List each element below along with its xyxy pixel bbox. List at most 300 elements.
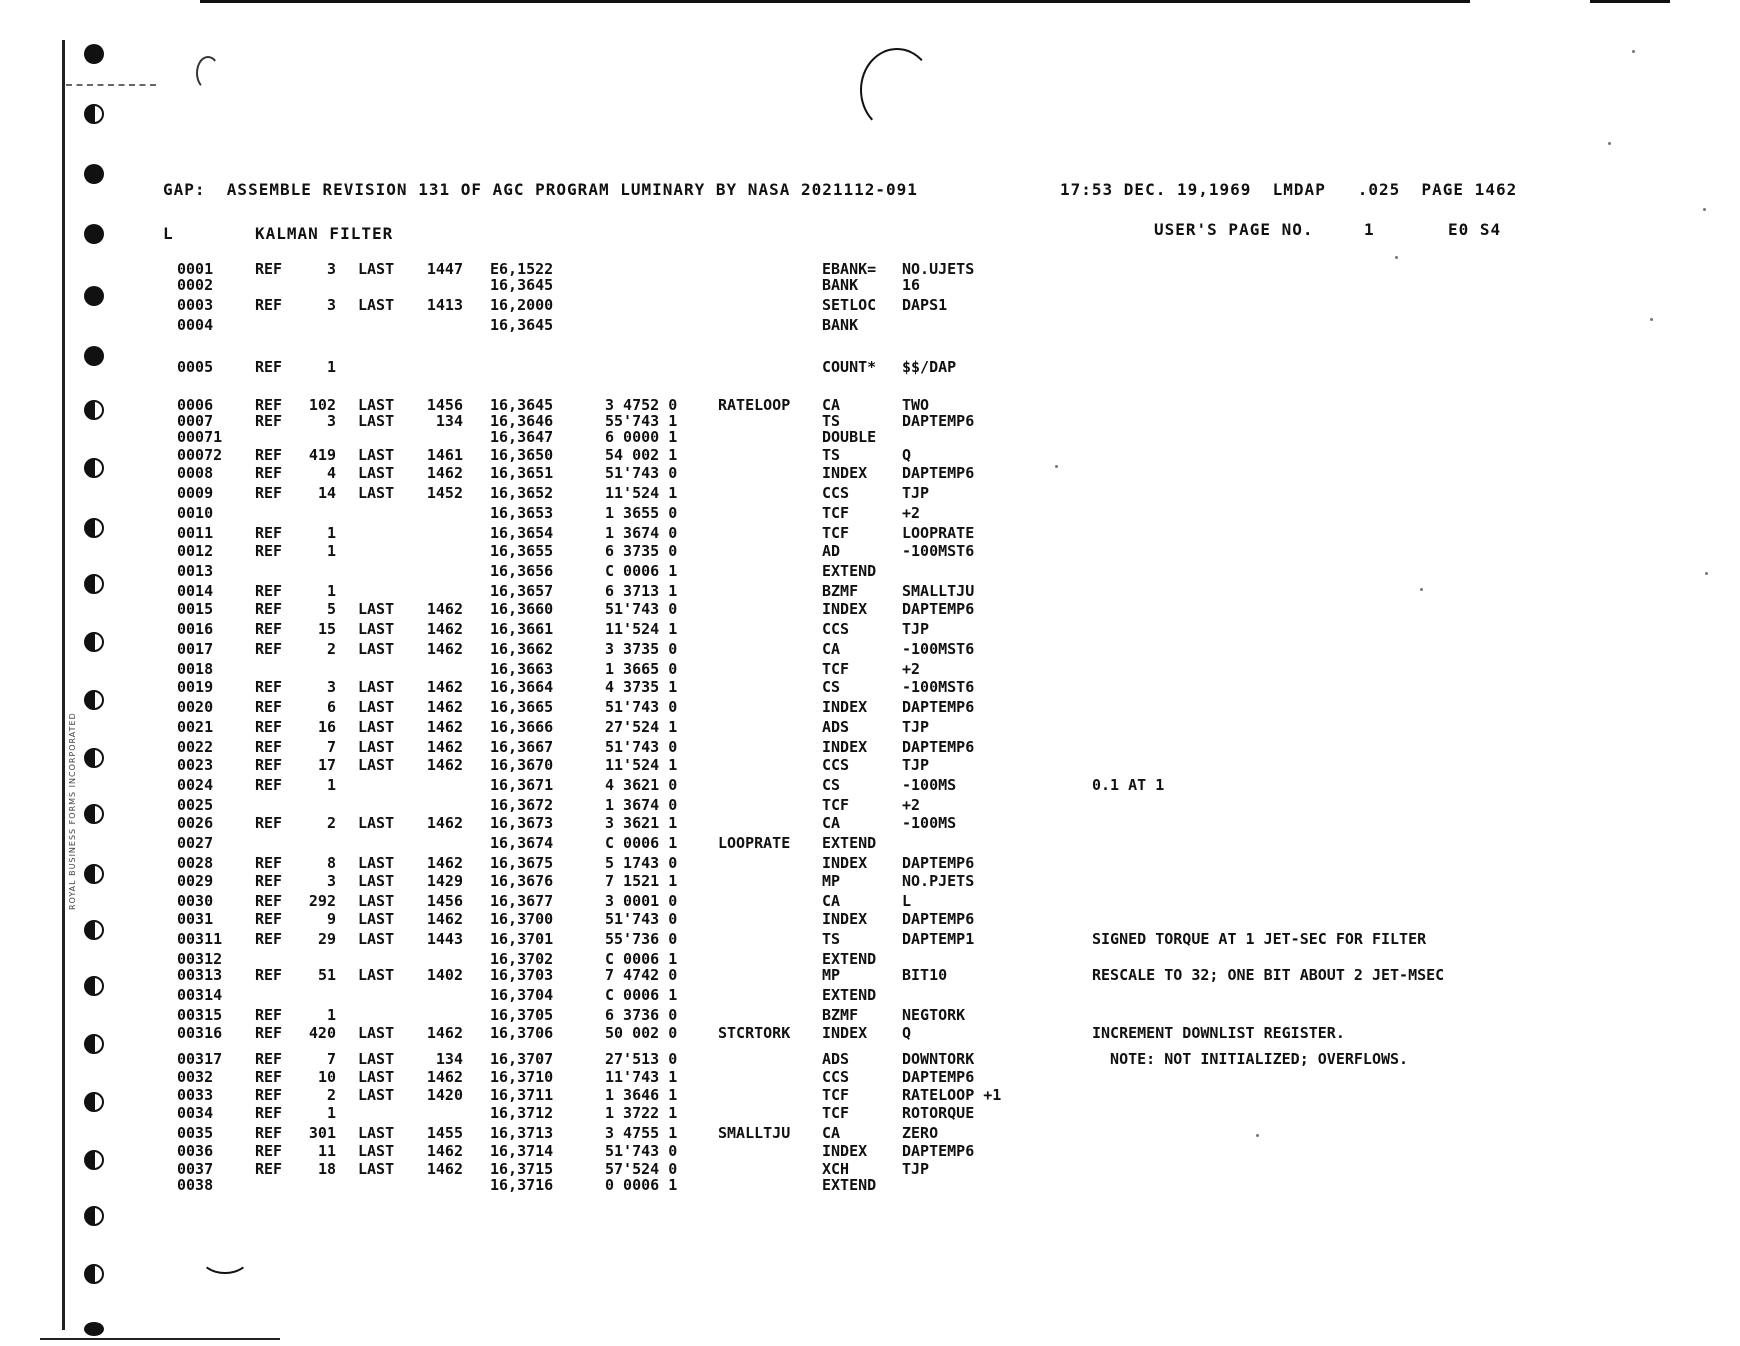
cell-addr: 16,3701 bbox=[490, 930, 554, 948]
cell-seq: 00311 bbox=[177, 930, 223, 948]
cell-refn: 4 bbox=[326, 464, 336, 482]
cell-last: LAST bbox=[358, 1142, 395, 1160]
cell-ref: REF bbox=[255, 1104, 283, 1122]
cell-opnd: -100MST6 bbox=[902, 678, 975, 696]
cell-op: XCH bbox=[822, 1160, 850, 1178]
cell-lastn: 1456 bbox=[426, 396, 463, 414]
cell-opnd: ZERO bbox=[902, 1124, 939, 1142]
cell-refn: 5 bbox=[326, 600, 336, 618]
cell-cmt: INCREMENT DOWNLIST REGISTER. bbox=[1092, 1024, 1345, 1042]
cell-last: LAST bbox=[358, 640, 395, 658]
cell-seq: 0029 bbox=[177, 872, 214, 890]
cell-opnd: LOOPRATE bbox=[902, 524, 975, 542]
cell-ref: REF bbox=[255, 542, 283, 560]
cell-lastn: 1462 bbox=[426, 698, 463, 716]
cell-last: LAST bbox=[358, 910, 395, 928]
cell-lastn: 1462 bbox=[426, 678, 463, 696]
cell-ref: REF bbox=[255, 582, 283, 600]
cell-addr: 16,3667 bbox=[490, 738, 554, 756]
cell-refn: 1 bbox=[326, 1104, 336, 1122]
cell-op: CA bbox=[822, 1124, 841, 1142]
cell-code: 6 3713 1 bbox=[605, 582, 678, 600]
cell-lastn: 1447 bbox=[426, 260, 463, 278]
cell-refn: 2 bbox=[326, 1086, 336, 1104]
cell-refn: 14 bbox=[317, 484, 336, 502]
cell-opnd: DAPTEMP6 bbox=[902, 600, 975, 618]
cell-lastn: 1462 bbox=[426, 1142, 463, 1160]
cell-op: TCF bbox=[822, 660, 850, 678]
cell-seq: 0008 bbox=[177, 464, 214, 482]
cell-code: 1 3655 0 bbox=[605, 504, 678, 522]
cell-last: LAST bbox=[358, 718, 395, 736]
cell-code: 1 3665 0 bbox=[605, 660, 678, 678]
cell-last: LAST bbox=[358, 814, 395, 832]
cell-seq: 0014 bbox=[177, 582, 214, 600]
cell-op: CCS bbox=[822, 756, 850, 774]
cell-addr: 16,3677 bbox=[490, 892, 554, 910]
speck bbox=[1703, 208, 1706, 211]
listing-row bbox=[0, 1086, 1740, 1105]
cell-addr: 16,3702 bbox=[490, 950, 554, 968]
cell-code: 11'524 1 bbox=[605, 620, 678, 638]
cell-opnd: +2 bbox=[902, 504, 921, 522]
listing-row bbox=[0, 640, 1740, 659]
cell-seq: 0023 bbox=[177, 756, 214, 774]
cell-op: INDEX bbox=[822, 1142, 868, 1160]
listing-row bbox=[0, 542, 1740, 561]
cell-addr: 16,3656 bbox=[490, 562, 554, 580]
cell-op: CA bbox=[822, 814, 841, 832]
listing-row bbox=[0, 1024, 1740, 1043]
listing-row bbox=[0, 756, 1740, 775]
cell-seq: 0033 bbox=[177, 1086, 214, 1104]
listing-row bbox=[0, 524, 1740, 543]
cell-addr: 16,3716 bbox=[490, 1176, 554, 1194]
cell-addr: 16,3662 bbox=[490, 640, 554, 658]
listing-row bbox=[0, 966, 1740, 985]
cell-ref: REF bbox=[255, 640, 283, 658]
cell-op: BANK bbox=[822, 316, 859, 334]
cell-seq: 00315 bbox=[177, 1006, 223, 1024]
cell-refn: 420 bbox=[308, 1024, 336, 1042]
cell-addr: E6,1522 bbox=[490, 260, 554, 278]
cell-code: 1 3674 0 bbox=[605, 796, 678, 814]
cell-addr: 16,3715 bbox=[490, 1160, 554, 1178]
cell-addr: 16,3711 bbox=[490, 1086, 554, 1104]
cell-code: 11'524 1 bbox=[605, 756, 678, 774]
cell-code: 55'736 0 bbox=[605, 930, 678, 948]
listing-row bbox=[0, 620, 1740, 639]
cell-op: BANK bbox=[822, 276, 859, 294]
cell-lastn: 1456 bbox=[426, 892, 463, 910]
cell-opnd: TJP bbox=[902, 718, 930, 736]
cell-last: LAST bbox=[358, 1160, 395, 1178]
cell-opnd: TJP bbox=[902, 484, 930, 502]
cell-op: BZMF bbox=[822, 1006, 859, 1024]
cell-opnd: ROTORQUE bbox=[902, 1104, 975, 1122]
cell-op: CCS bbox=[822, 620, 850, 638]
cell-op: TCF bbox=[822, 524, 850, 542]
cell-refn: 11 bbox=[317, 1142, 336, 1160]
listing-row bbox=[0, 316, 1740, 335]
cell-last: LAST bbox=[358, 1124, 395, 1142]
cell-seq: 0025 bbox=[177, 796, 214, 814]
cell-seq: 0015 bbox=[177, 600, 214, 618]
cell-lastn: 1462 bbox=[426, 756, 463, 774]
listing-row bbox=[0, 930, 1740, 949]
cell-ref: REF bbox=[255, 1086, 283, 1104]
cell-ref: REF bbox=[255, 872, 283, 890]
cell-op: EXTEND bbox=[822, 834, 877, 852]
cell-addr: 16,3710 bbox=[490, 1068, 554, 1086]
speck bbox=[1395, 256, 1398, 259]
cell-opnd: DAPTEMP6 bbox=[902, 854, 975, 872]
cell-refn: 1 bbox=[326, 524, 336, 542]
cell-ref: REF bbox=[255, 756, 283, 774]
cell-opnd: $$/DAP bbox=[902, 358, 957, 376]
cell-addr: 16,3651 bbox=[490, 464, 554, 482]
cell-ref: REF bbox=[255, 620, 283, 638]
cell-op: ADS bbox=[822, 1050, 850, 1068]
listing-row bbox=[0, 698, 1740, 717]
cell-opnd: DAPTEMP1 bbox=[902, 930, 975, 948]
cell-seq: 0038 bbox=[177, 1176, 214, 1194]
cell-addr: 16,3712 bbox=[490, 1104, 554, 1122]
cell-refn: 3 bbox=[326, 678, 336, 696]
cell-seq: 0037 bbox=[177, 1160, 214, 1178]
cell-ref: REF bbox=[255, 1124, 283, 1142]
cell-lastn: 134 bbox=[435, 412, 463, 430]
cell-last: LAST bbox=[358, 464, 395, 482]
cell-ref: REF bbox=[255, 1068, 283, 1086]
cell-opnd: TWO bbox=[902, 396, 930, 414]
cell-label: RATELOOP bbox=[718, 396, 791, 414]
listing-row bbox=[0, 276, 1740, 295]
cell-seq: 0002 bbox=[177, 276, 214, 294]
cell-ref: REF bbox=[255, 396, 283, 414]
punch-hole bbox=[84, 1322, 104, 1336]
cell-refn: 3 bbox=[326, 296, 336, 314]
cell-op: EXTEND bbox=[822, 1176, 877, 1194]
cell-refn: 292 bbox=[308, 892, 336, 910]
margin-stamp: ROYAL BUSINESS FORMS INCORPORATED bbox=[68, 712, 77, 910]
cell-seq: 0010 bbox=[177, 504, 214, 522]
punch-hole bbox=[84, 224, 104, 244]
cell-op: EXTEND bbox=[822, 562, 877, 580]
listing-row bbox=[0, 814, 1740, 833]
cell-op: TCF bbox=[822, 796, 850, 814]
cell-lastn: 1461 bbox=[426, 446, 463, 464]
cell-addr: 16,3670 bbox=[490, 756, 554, 774]
listing-row bbox=[0, 738, 1740, 757]
cell-refn: 6 bbox=[326, 698, 336, 716]
cell-code: 51'743 0 bbox=[605, 1142, 678, 1160]
cell-code: 3 3735 0 bbox=[605, 640, 678, 658]
cell-code: 55'743 1 bbox=[605, 412, 678, 430]
cell-opnd: -100MST6 bbox=[902, 542, 975, 560]
cell-op: INDEX bbox=[822, 1024, 868, 1042]
paper-curl-mark bbox=[860, 48, 934, 132]
cell-lastn: 1452 bbox=[426, 484, 463, 502]
eo-code: E0 S4 bbox=[1448, 220, 1502, 239]
cell-code: 3 3621 1 bbox=[605, 814, 678, 832]
cell-lastn: 1462 bbox=[426, 814, 463, 832]
cell-ref: REF bbox=[255, 1024, 283, 1042]
cell-op: TCF bbox=[822, 504, 850, 522]
cell-code: 27'513 0 bbox=[605, 1050, 678, 1068]
listing-row bbox=[0, 600, 1740, 619]
cell-op: INDEX bbox=[822, 738, 868, 756]
cell-op: CA bbox=[822, 640, 841, 658]
cell-last: LAST bbox=[358, 396, 395, 414]
cell-last: LAST bbox=[358, 1024, 395, 1042]
cell-last: LAST bbox=[358, 854, 395, 872]
cell-last: LAST bbox=[358, 260, 395, 278]
cell-lastn: 1429 bbox=[426, 872, 463, 890]
cell-lastn: 1462 bbox=[426, 910, 463, 928]
cell-refn: 3 bbox=[326, 412, 336, 430]
cell-ref: REF bbox=[255, 854, 283, 872]
cell-lastn: 1462 bbox=[426, 600, 463, 618]
cell-ref: REF bbox=[255, 966, 283, 984]
section-marker: L bbox=[163, 224, 174, 243]
cell-last: LAST bbox=[358, 1086, 395, 1104]
cell-opnd: TJP bbox=[902, 1160, 930, 1178]
cell-opnd: -100MST6 bbox=[902, 640, 975, 658]
cell-refn: 2 bbox=[326, 640, 336, 658]
cell-last: LAST bbox=[358, 738, 395, 756]
cell-op: EXTEND bbox=[822, 986, 877, 1004]
cell-lastn: 1455 bbox=[426, 1124, 463, 1142]
cell-seq: 0020 bbox=[177, 698, 214, 716]
cell-ref: REF bbox=[255, 892, 283, 910]
cell-opnd: DAPTEMP6 bbox=[902, 910, 975, 928]
cell-opnd: DAPTEMP6 bbox=[902, 412, 975, 430]
cell-ref: REF bbox=[255, 1160, 283, 1178]
listing-row bbox=[0, 776, 1740, 795]
cell-refn: 9 bbox=[326, 910, 336, 928]
cell-addr: 16,3652 bbox=[490, 484, 554, 502]
listing-row bbox=[0, 834, 1740, 853]
cell-op: INDEX bbox=[822, 600, 868, 618]
cell-refn: 3 bbox=[326, 872, 336, 890]
cell-addr: 16,3646 bbox=[490, 412, 554, 430]
cell-seq: 0022 bbox=[177, 738, 214, 756]
cell-refn: 7 bbox=[326, 1050, 336, 1068]
cell-op: INDEX bbox=[822, 910, 868, 928]
cell-seq: 0005 bbox=[177, 358, 214, 376]
cell-lastn: 1462 bbox=[426, 464, 463, 482]
cell-addr: 16,3672 bbox=[490, 796, 554, 814]
cell-opnd: DOWNTORK bbox=[902, 1050, 975, 1068]
listing-row bbox=[0, 562, 1740, 581]
cell-opnd: NO.UJETS bbox=[902, 260, 975, 278]
listing-row bbox=[0, 796, 1740, 815]
cell-lastn: 1462 bbox=[426, 640, 463, 658]
listing-row bbox=[0, 1104, 1740, 1123]
cell-label: LOOPRATE bbox=[718, 834, 791, 852]
cell-seq: 0013 bbox=[177, 562, 214, 580]
cell-ref: REF bbox=[255, 698, 283, 716]
cell-code: 1 3646 1 bbox=[605, 1086, 678, 1104]
cell-ref: REF bbox=[255, 600, 283, 618]
cell-opnd: DAPTEMP6 bbox=[902, 1142, 975, 1160]
cell-ref: REF bbox=[255, 678, 283, 696]
cell-ref: REF bbox=[255, 738, 283, 756]
listing-row bbox=[0, 854, 1740, 873]
listing-row bbox=[0, 892, 1740, 911]
cell-seq: 00317 bbox=[177, 1050, 223, 1068]
cell-addr: 16,3675 bbox=[490, 854, 554, 872]
cell-seq: 0032 bbox=[177, 1068, 214, 1086]
cell-last: LAST bbox=[358, 484, 395, 502]
cell-addr: 16,3713 bbox=[490, 1124, 554, 1142]
cell-ref: REF bbox=[255, 412, 283, 430]
cell-ref: REF bbox=[255, 1142, 283, 1160]
cell-op: EXTEND bbox=[822, 950, 877, 968]
cell-last: LAST bbox=[358, 620, 395, 638]
cell-lastn: 1462 bbox=[426, 620, 463, 638]
cell-refn: 15 bbox=[317, 620, 336, 638]
cell-op: DOUBLE bbox=[822, 428, 877, 446]
cell-seq: 0016 bbox=[177, 620, 214, 638]
listing-row bbox=[0, 484, 1740, 503]
cell-seq: 00316 bbox=[177, 1024, 223, 1042]
cell-ref: REF bbox=[255, 484, 283, 502]
cell-seq: 00312 bbox=[177, 950, 223, 968]
cell-op: EBANK= bbox=[822, 260, 877, 278]
cell-refn: 16 bbox=[317, 718, 336, 736]
cell-code: 3 4755 1 bbox=[605, 1124, 678, 1142]
listing-row bbox=[0, 504, 1740, 523]
listing-row bbox=[0, 678, 1740, 697]
punch-hole bbox=[84, 104, 104, 124]
cell-code: 51'743 0 bbox=[605, 600, 678, 618]
cell-lastn: 1462 bbox=[426, 1160, 463, 1178]
cell-addr: 16,3674 bbox=[490, 834, 554, 852]
bottom-rule bbox=[40, 1338, 280, 1340]
cell-op: INDEX bbox=[822, 464, 868, 482]
cell-addr: 16,3714 bbox=[490, 1142, 554, 1160]
listing-row bbox=[0, 358, 1740, 377]
punch-hole bbox=[84, 44, 104, 64]
cell-lastn: 134 bbox=[435, 1050, 463, 1068]
cell-addr: 16,3673 bbox=[490, 814, 554, 832]
cell-addr: 16,3655 bbox=[490, 542, 554, 560]
listing-row bbox=[0, 1142, 1740, 1161]
cell-code: 51'743 0 bbox=[605, 464, 678, 482]
cell-ref: REF bbox=[255, 910, 283, 928]
cell-seq: 0021 bbox=[177, 718, 214, 736]
cell-seq: 0018 bbox=[177, 660, 214, 678]
listing-row bbox=[0, 660, 1740, 679]
cell-seq: 0007 bbox=[177, 412, 214, 430]
cell-cmt: 0.1 AT 1 bbox=[1092, 776, 1165, 794]
cell-addr: 16,3645 bbox=[490, 276, 554, 294]
listing-header-timestamp: 17:53 DEC. 19,1969 LMDAP .025 PAGE 1462 bbox=[1060, 180, 1518, 199]
punch-hole bbox=[84, 1264, 104, 1284]
cell-refn: 1 bbox=[326, 358, 336, 376]
cell-seq: 0024 bbox=[177, 776, 214, 794]
cell-addr: 16,3666 bbox=[490, 718, 554, 736]
cell-code: 6 3735 0 bbox=[605, 542, 678, 560]
cell-code: 51'743 0 bbox=[605, 698, 678, 716]
cell-opnd: DAPS1 bbox=[902, 296, 948, 314]
cell-seq: 0035 bbox=[177, 1124, 214, 1142]
cell-code: 27'524 1 bbox=[605, 718, 678, 736]
cell-refn: 17 bbox=[317, 756, 336, 774]
listing-row bbox=[0, 1006, 1740, 1025]
cell-code: 1 3674 0 bbox=[605, 524, 678, 542]
cell-refn: 301 bbox=[308, 1124, 336, 1142]
top-rule-right bbox=[1590, 0, 1670, 3]
cell-seq: 0001 bbox=[177, 260, 214, 278]
cell-seq: 00314 bbox=[177, 986, 223, 1004]
cell-code: 11'743 1 bbox=[605, 1068, 678, 1086]
cell-code: C 0006 1 bbox=[605, 562, 678, 580]
listing-row bbox=[0, 986, 1740, 1005]
cell-code: 11'524 1 bbox=[605, 484, 678, 502]
cell-lastn: 1462 bbox=[426, 1024, 463, 1042]
cell-lastn: 1462 bbox=[426, 854, 463, 872]
cell-last: LAST bbox=[358, 756, 395, 774]
punch-hole bbox=[84, 164, 104, 184]
cell-seq: 0026 bbox=[177, 814, 214, 832]
cell-last: LAST bbox=[358, 892, 395, 910]
cell-addr: 16,3664 bbox=[490, 678, 554, 696]
cell-opnd: TJP bbox=[902, 756, 930, 774]
cell-refn: 8 bbox=[326, 854, 336, 872]
cell-ref: REF bbox=[255, 524, 283, 542]
speck bbox=[1608, 142, 1611, 145]
cell-code: 51'743 0 bbox=[605, 910, 678, 928]
cell-seq: 0009 bbox=[177, 484, 214, 502]
cell-ref: REF bbox=[255, 1006, 283, 1024]
cell-refn: 3 bbox=[326, 260, 336, 278]
cell-last: LAST bbox=[358, 600, 395, 618]
cell-addr: 16,3700 bbox=[490, 910, 554, 928]
cell-addr: 16,3663 bbox=[490, 660, 554, 678]
cell-code: 7 4742 0 bbox=[605, 966, 678, 984]
listing-row bbox=[0, 296, 1740, 315]
cell-addr: 16,3645 bbox=[490, 396, 554, 414]
cell-opnd: +2 bbox=[902, 796, 921, 814]
cell-op: CA bbox=[822, 892, 841, 910]
cell-seq: 0030 bbox=[177, 892, 214, 910]
cell-opnd: BIT10 bbox=[902, 966, 948, 984]
cell-last: LAST bbox=[358, 296, 395, 314]
cell-opnd: DAPTEMP6 bbox=[902, 698, 975, 716]
cell-label: SMALLTJU bbox=[718, 1124, 791, 1142]
cell-ref: REF bbox=[255, 930, 283, 948]
cell-code: C 0006 1 bbox=[605, 950, 678, 968]
cell-cmt: SIGNED TORQUE AT 1 JET-SEC FOR FILTER bbox=[1092, 930, 1427, 948]
cell-seq: 00313 bbox=[177, 966, 223, 984]
cell-addr: 16,3653 bbox=[490, 504, 554, 522]
cell-seq: 0004 bbox=[177, 316, 214, 334]
cell-seq: 0036 bbox=[177, 1142, 214, 1160]
cell-code: 3 4752 0 bbox=[605, 396, 678, 414]
cell-refn: 51 bbox=[317, 966, 336, 984]
cell-lastn: 1462 bbox=[426, 718, 463, 736]
cell-op: TCF bbox=[822, 1086, 850, 1104]
cell-addr: 16,3703 bbox=[490, 966, 554, 984]
top-rule bbox=[200, 0, 1470, 3]
cell-ref: REF bbox=[255, 296, 283, 314]
cell-opnd: NEGTORK bbox=[902, 1006, 966, 1024]
cell-opnd: DAPTEMP6 bbox=[902, 464, 975, 482]
cell-refn: 1 bbox=[326, 582, 336, 600]
